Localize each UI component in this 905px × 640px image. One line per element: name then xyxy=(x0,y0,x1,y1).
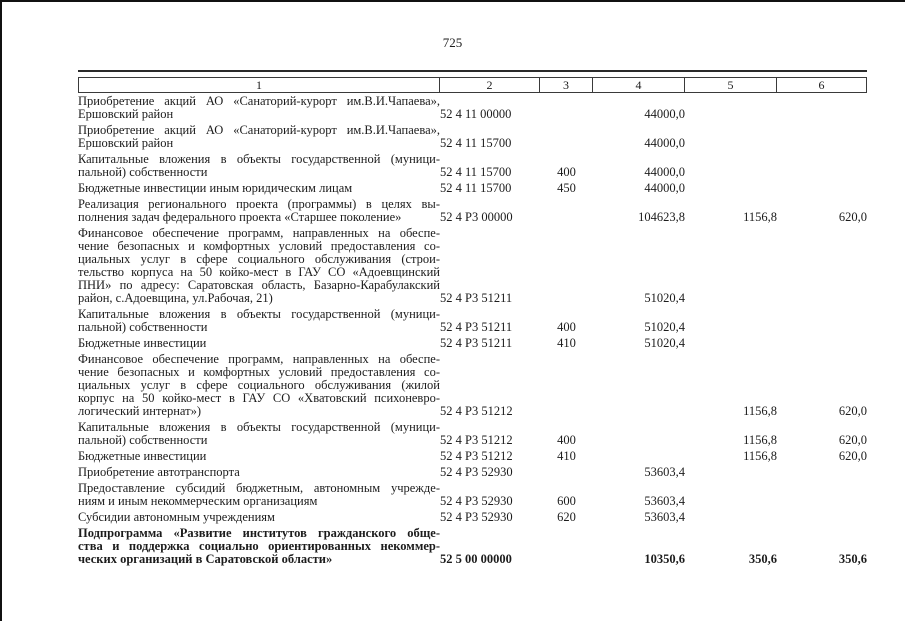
name-cell xyxy=(78,479,440,508)
amount-cell-4: 44000,0 xyxy=(644,136,685,150)
table-row xyxy=(78,524,867,566)
expense-type-cell xyxy=(540,350,593,418)
code-cell: 52 4 Р3 52930 xyxy=(440,494,513,508)
expense-type-cell: 450 xyxy=(557,181,576,195)
amount-cell-6: 620,0 xyxy=(838,433,867,447)
name-line: ства и поддержка социально ориентированных некоммер- xyxy=(78,539,440,553)
amount-cell-5: 1156,8 xyxy=(743,449,777,463)
expense-type-cell: 600 xyxy=(557,494,576,508)
name-line: ПНИ» по адресу: Саратовская область, Базарно-Карабулакский xyxy=(78,278,440,292)
name-cell xyxy=(78,463,440,479)
code-cell: 52 4 Р3 51211 xyxy=(440,336,513,350)
amount-cell-5 xyxy=(685,463,777,479)
name-cell xyxy=(78,305,440,334)
name-line: пальной) собственности xyxy=(78,320,208,334)
amount-cell-6 xyxy=(777,305,867,334)
amount-cell-5 xyxy=(685,121,777,150)
header-cell-3: 3 xyxy=(540,77,593,93)
name-line: Приобретение автотранспорта xyxy=(78,465,240,479)
name-cell xyxy=(78,179,440,195)
amount-cell-4: 53603,4 xyxy=(644,465,685,479)
amount-cell-6 xyxy=(777,508,867,524)
name-line: Капитальные вложения в объекты государственной (муници- xyxy=(78,152,440,166)
code-cell: 52 4 Р3 52930 xyxy=(440,510,513,524)
name-line: пальной) собственности xyxy=(78,433,208,447)
table-body xyxy=(78,95,867,566)
expense-type-cell: 400 xyxy=(557,433,576,447)
table-top-rule xyxy=(78,70,867,72)
amount-cell-5 xyxy=(685,150,777,179)
table-row xyxy=(78,179,867,195)
amount-cell-6 xyxy=(777,95,867,121)
name-line: тельство корпуса на 50 койко-мест в ГАУ СО «Адоевщинский xyxy=(78,265,440,279)
name-line: Приобретение акций АО «Санаторий-курорт им.В.И.Чапаева», xyxy=(78,94,440,108)
code-cell: 52 4 Р3 00000 xyxy=(440,210,513,224)
name-line: Предоставление субсидий бюджетным, автономным учрежде- xyxy=(78,481,440,495)
expense-type-cell: 400 xyxy=(557,165,576,179)
name-cell xyxy=(78,121,440,150)
amount-cell-4: 10350,6 xyxy=(644,552,685,566)
name-line: Подпрограмма «Развитие институтов гражданского обще- xyxy=(78,526,440,540)
name-line: Ершовский район xyxy=(78,107,174,121)
amount-cell-4 xyxy=(593,447,685,463)
code-cell: 52 4 Р3 51211 xyxy=(440,320,513,334)
name-line: корпус на 50 койко-мест в ГАУ СО «Хватовский психоневро- xyxy=(78,391,440,405)
amount-cell-6: 620,0 xyxy=(838,210,867,224)
name-cell xyxy=(78,447,440,463)
name-line: циальных услуг в сфере социального обслуживания (жилой xyxy=(78,378,440,392)
expense-type-cell xyxy=(540,95,593,121)
name-cell xyxy=(78,95,440,121)
name-cell xyxy=(78,350,440,418)
name-line: Субсидии автономным учреждениям xyxy=(78,510,275,524)
amount-cell-4: 53603,4 xyxy=(644,494,685,508)
amount-cell-4: 51020,4 xyxy=(644,320,685,334)
amount-cell-6 xyxy=(777,179,867,195)
table-row xyxy=(78,447,867,463)
name-line: логический интернат») xyxy=(78,404,202,418)
amount-cell-5 xyxy=(685,508,777,524)
amount-cell-5: 1156,8 xyxy=(743,210,777,224)
name-line: пальной) собственности xyxy=(78,165,208,179)
amount-cell-4: 104623,8 xyxy=(638,210,685,224)
expense-type-cell: 400 xyxy=(557,320,576,334)
code-cell: 52 4 11 15700 xyxy=(440,181,512,195)
expense-type-cell xyxy=(540,524,593,566)
page-number: 725 xyxy=(442,35,463,50)
table-row xyxy=(78,305,867,334)
amount-cell-5 xyxy=(685,224,777,305)
table-header-row xyxy=(78,77,867,93)
name-line: полнения задач федерального проекта «Старшее поколение» xyxy=(78,210,402,224)
name-line: Бюджетные инвестиции xyxy=(78,336,207,350)
amount-cell-4: 44000,0 xyxy=(644,107,685,121)
code-cell: 52 4 Р3 52930 xyxy=(440,465,513,479)
table-row xyxy=(78,150,867,179)
expense-type-cell: 410 xyxy=(557,449,576,463)
amount-cell-6: 620,0 xyxy=(838,449,867,463)
name-cell xyxy=(78,224,440,305)
name-line: Капитальные вложения в объекты государственной (муници- xyxy=(78,420,440,434)
code-cell: 52 4 Р3 51212 xyxy=(440,404,513,418)
amount-cell-6 xyxy=(777,224,867,305)
code-cell: 52 4 Р3 51211 xyxy=(440,291,513,305)
code-cell: 52 4 11 15700 xyxy=(440,136,512,150)
amount-cell-5 xyxy=(685,479,777,508)
amount-cell-6: 620,0 xyxy=(838,404,867,418)
amount-cell-6 xyxy=(777,121,867,150)
table-row xyxy=(78,95,867,121)
expense-type-cell xyxy=(540,121,593,150)
amount-cell-5 xyxy=(685,179,777,195)
expense-type-cell xyxy=(540,224,593,305)
table-row xyxy=(78,418,867,447)
header-cell-2: 2 xyxy=(440,77,540,93)
table-row xyxy=(78,479,867,508)
amount-cell-4: 51020,4 xyxy=(644,336,685,350)
table-row xyxy=(78,463,867,479)
name-line: Бюджетные инвестиции xyxy=(78,449,207,463)
header-cell-5: 5 xyxy=(685,77,777,93)
name-line: чение безопасных и комфортных условий предоставления со- xyxy=(78,239,440,253)
header-cell-1: 1 xyxy=(78,77,440,93)
name-line: Капитальные вложения в объекты государственной (муници- xyxy=(78,307,440,321)
name-cell xyxy=(78,195,440,224)
amount-cell-6: 350,6 xyxy=(838,552,867,566)
amount-cell-6 xyxy=(777,479,867,508)
table-row xyxy=(78,334,867,350)
code-cell: 52 4 11 15700 xyxy=(440,165,512,179)
amount-cell-4: 51020,4 xyxy=(644,291,685,305)
amount-cell-5: 1156,8 xyxy=(743,433,777,447)
table-row xyxy=(78,508,867,524)
expense-type-cell: 410 xyxy=(557,336,576,350)
name-cell xyxy=(78,508,440,524)
name-line: Ершовский район xyxy=(78,136,174,150)
amount-cell-4 xyxy=(593,418,685,447)
amount-cell-5 xyxy=(685,305,777,334)
name-cell xyxy=(78,524,440,566)
amount-cell-4: 53603,4 xyxy=(644,510,685,524)
code-cell: 52 4 Р3 51212 xyxy=(440,449,513,463)
budget-table xyxy=(78,70,867,566)
code-cell: 52 5 00 00000 xyxy=(440,552,512,566)
name-line: чение безопасных и комфортных условий предоставления со- xyxy=(78,365,440,379)
name-line: Приобретение акций АО «Санаторий-курорт им.В.И.Чапаева», xyxy=(78,123,440,137)
scan-border-left xyxy=(0,0,2,621)
amount-cell-5 xyxy=(685,334,777,350)
amount-cell-4: 44000,0 xyxy=(644,181,685,195)
name-line: район, с.Адоевщина, ул.Рабочая, 21) xyxy=(78,291,273,305)
amount-cell-5: 1156,8 xyxy=(743,404,777,418)
name-line: Финансовое обеспечение программ, направленных на обеспе- xyxy=(78,352,440,366)
amount-cell-5 xyxy=(685,95,777,121)
table-row xyxy=(78,121,867,150)
header-cell-4: 4 xyxy=(593,77,685,93)
name-line: циальных услуг в сфере социального обслуживания (строи- xyxy=(78,252,440,266)
amount-cell-6 xyxy=(777,150,867,179)
code-cell: 52 4 11 00000 xyxy=(440,107,512,121)
amount-cell-6 xyxy=(777,334,867,350)
scan-border-top xyxy=(0,0,905,2)
name-cell xyxy=(78,334,440,350)
amount-cell-4: 44000,0 xyxy=(644,165,685,179)
amount-cell-4 xyxy=(593,350,685,418)
expense-type-cell xyxy=(540,195,593,224)
table-row xyxy=(78,350,867,418)
name-line: ческих организаций в Саратовской области» xyxy=(78,552,333,566)
amount-cell-6 xyxy=(777,463,867,479)
code-cell: 52 4 Р3 51212 xyxy=(440,433,513,447)
name-cell xyxy=(78,150,440,179)
expense-type-cell xyxy=(540,463,593,479)
header-cell-6: 6 xyxy=(777,77,867,93)
amount-cell-5: 350,6 xyxy=(748,552,777,566)
name-cell xyxy=(78,418,440,447)
table-row xyxy=(78,224,867,305)
name-line: Реализация регионального проекта (программы) в целях вы- xyxy=(78,197,440,211)
expense-type-cell: 620 xyxy=(557,510,576,524)
name-line: Бюджетные инвестиции иным юридическим лицам xyxy=(78,181,353,195)
table-row xyxy=(78,195,867,224)
name-line: Финансовое обеспечение программ, направленных на обеспе- xyxy=(78,226,440,240)
name-line: ниям и иным некоммерческим организациям xyxy=(78,494,318,508)
